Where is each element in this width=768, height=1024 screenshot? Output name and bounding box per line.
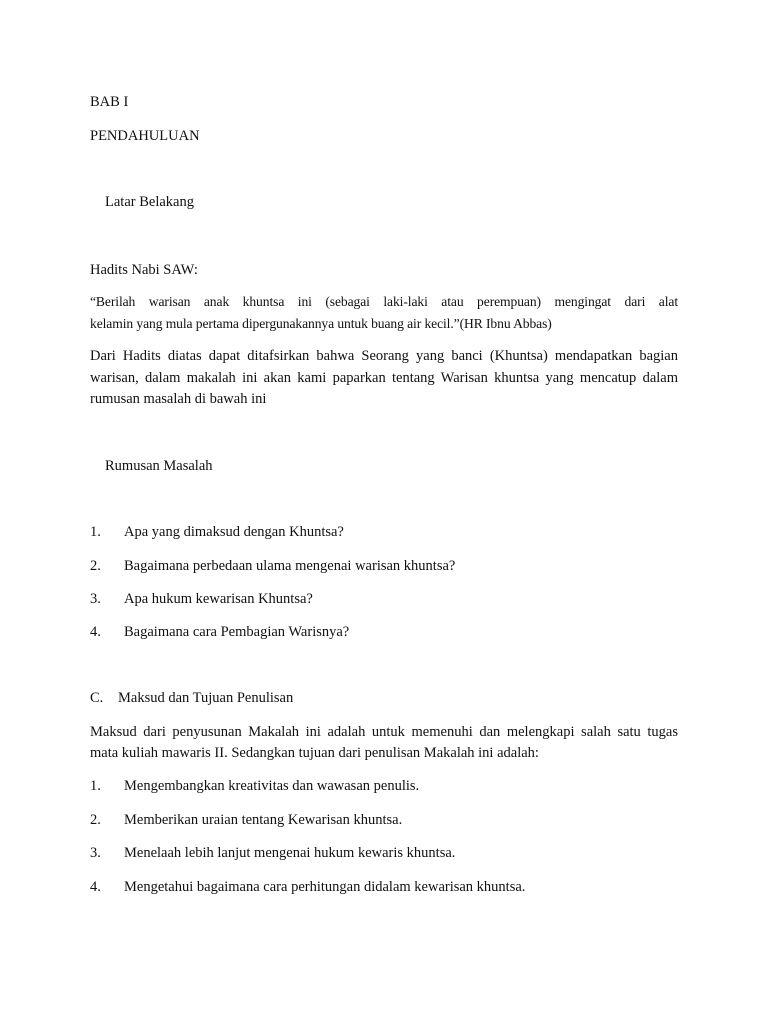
list-item: Apa hukum kewarisan Khuntsa? <box>124 591 313 607</box>
hadith-intro: Hadits Nabi SAW: <box>90 262 198 278</box>
list-number: 2. <box>90 558 101 574</box>
explanation-line: Dari Hadits diatas dapat ditafsirkan bahwa Seorang yang banci (Khuntsa) mendapatkan bagian <box>90 348 678 364</box>
chapter-number: BAB I <box>90 94 129 110</box>
purpose-paragraph-line: Maksud dari penyusunan Makalah ini adalah untuk memenuhi dan melengkapi salah satu tugas <box>90 724 678 740</box>
purpose-paragraph-line: mata kuliah mawaris II. Sedangkan tujuan dari penulisan Makalah ini adalah: <box>90 745 539 761</box>
hadith-quote-line: kelamin yang mula pertama dipergunakannya untuk buang air kecil.”(HR Ibnu Abbas) <box>90 316 552 331</box>
list-item: Apa yang dimaksud dengan Khuntsa? <box>124 524 344 540</box>
list-number: 3. <box>90 845 101 861</box>
list-number: 2. <box>90 812 101 828</box>
list-number: 1. <box>90 778 101 794</box>
explanation-line: warisan, dalam makalah ini akan kami paparkan tentang Warisan khuntsa yang mencatup dalam <box>90 370 678 386</box>
list-number: 3. <box>90 591 101 607</box>
list-item: Bagaimana cara Pembagian Warisnya? <box>124 624 350 640</box>
list-number: 1. <box>90 524 101 540</box>
explanation-line: rumusan masalah di bawah ini <box>90 391 267 407</box>
list-item: Mengembangkan kreativitas dan wawasan penulis. <box>124 778 420 794</box>
list-item: Menelaah lebih lanjut mengenai hukum kewaris khuntsa. <box>124 845 456 861</box>
list-item: Mengetahui bagaimana cara perhitungan didalam kewarisan khuntsa. <box>124 879 526 895</box>
section-heading-latar-belakang: Latar Belakang <box>105 194 194 210</box>
list-item: Bagaimana perbedaan ulama mengenai warisan khuntsa? <box>124 558 456 574</box>
hadith-quote-line: “Berilah warisan anak khuntsa ini (sebagai laki-laki atau perempuan) mengingat dari alat <box>90 294 678 309</box>
section-heading-rumusan-masalah: Rumusan Masalah <box>105 458 213 474</box>
section-letter: C. <box>90 690 104 706</box>
list-number: 4. <box>90 624 101 640</box>
chapter-title: PENDAHULUAN <box>90 128 200 144</box>
list-number: 4. <box>90 879 101 895</box>
section-heading-maksud-tujuan: Maksud dan Tujuan Penulisan <box>118 690 294 706</box>
list-item: Memberikan uraian tentang Kewarisan khuntsa. <box>124 812 403 828</box>
